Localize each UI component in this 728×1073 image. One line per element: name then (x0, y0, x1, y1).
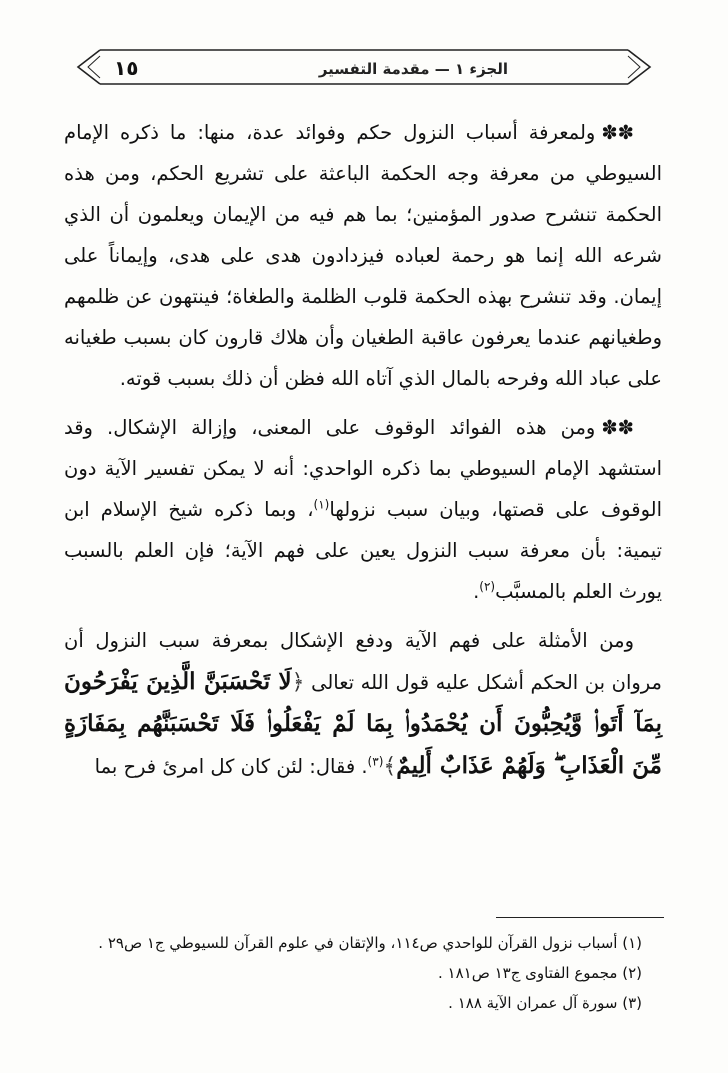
footnote-1: (١) أسباب نزول القرآن للواحدي ص١١٤، والإتقان في علوم القرآن للسيوطي ج١ ص٢٩ . (98, 934, 642, 952)
paragraph-2 (64, 407, 662, 612)
footnote-3: (٣) سورة آل عمران الآية ١٨٨ . (448, 994, 642, 1012)
page-header (70, 42, 658, 92)
ayah-close-bracket: ﴾ (383, 754, 397, 779)
paragraph-marker: ✽✽ (601, 416, 634, 439)
ayah-open-bracket: ﴿ (291, 670, 305, 695)
paragraph-3-text-a: ومن الأمثلة على فهم الآية ودفع الإشكال بمعرفة سبب النزول أن مروان بن الحكم أشكل عليه قول الله تعالى (64, 629, 663, 694)
paragraph-3 (64, 620, 662, 787)
page-number: ١٥ (114, 56, 139, 80)
paragraph-2-text-b: ، وبما ذكره شيخ الإسلام ابن تيمية: بأن معرفة سبب النزول يعين على فهم الآية؛ فإن العلم بالسبب يورث العلم بالمسبَّب (64, 498, 662, 603)
footnote-ref-3: (٣) (367, 754, 384, 769)
paragraph-marker: ✽✽ (601, 121, 634, 144)
paragraph-2-text-a: ومن هذه الفوائد الوقوف على المعنى، وإزالة الإشكال. وقد استشهد الإمام السيوطي بما ذكره الواحدي: أنه لا يمكن تفسير الآية دون الوقوف على قصتها، وبيان سبب نزولها (64, 416, 662, 521)
paragraph-3-text-b: . فقال: لئن كان كل امرئ فرح بما (94, 755, 368, 778)
quran-verse: لَا تَحْسَبَنَّ الَّذِينَ يَفْرَحُونَ بِمَآ أَتَوا۟ وَّيُحِبُّونَ أَن يُحْمَدُوا۟ بِمَا لَمْ يَفْعَلُوا۟ فَلَا تَحْسَبَنَّهُم بِمَفَازَةٍ مِّنَ الْعَذَابِ ۖ وَلَهُمْ عَذَابٌ أَلِيمٌ (64, 668, 662, 779)
footnote-ref-1: (١) (313, 497, 330, 512)
footnote-2: (٢) مجموع الفتاوى ج١٣ ص١٨١ . (437, 964, 642, 982)
main-text (64, 112, 662, 795)
footnote-separator (496, 917, 664, 918)
paragraph-1 (64, 112, 662, 399)
paragraph-1-text: ولمعرفة أسباب النزول حكم وفوائد عدة، منها: ما ذكره الإمام السيوطي من معرفة وجه الحكمة الباعثة على تشريع الحكم، ومن هذه الحكمة تنشرح صدور المؤمنين؛ بما هم فيه من الإيمان ويعلمون أن الذي شرعه الله إنما هو رحمة لعباده فيزدادون هدى على هدى، وإيماناً على إيمان. وقد تنشرح بهذه الحكمة قلوب الظلمة والطغاة؛ فينتهون عن ظلمهم وطغيانهم عندما يعرفون عاقبة الطغيان وأن هلاك قارون كان بسبب طغيانه على عباد الله وفرحه بالمال الذي آتاه الله فظن أن ذلك بسبب قوته. (64, 121, 662, 390)
running-title: الجزء ١ — مقدمة التفسير (318, 60, 508, 78)
footnote-ref-2: (٢) (479, 579, 496, 594)
footnotes (82, 928, 642, 1018)
paragraph-2-text-c: . (473, 580, 480, 603)
